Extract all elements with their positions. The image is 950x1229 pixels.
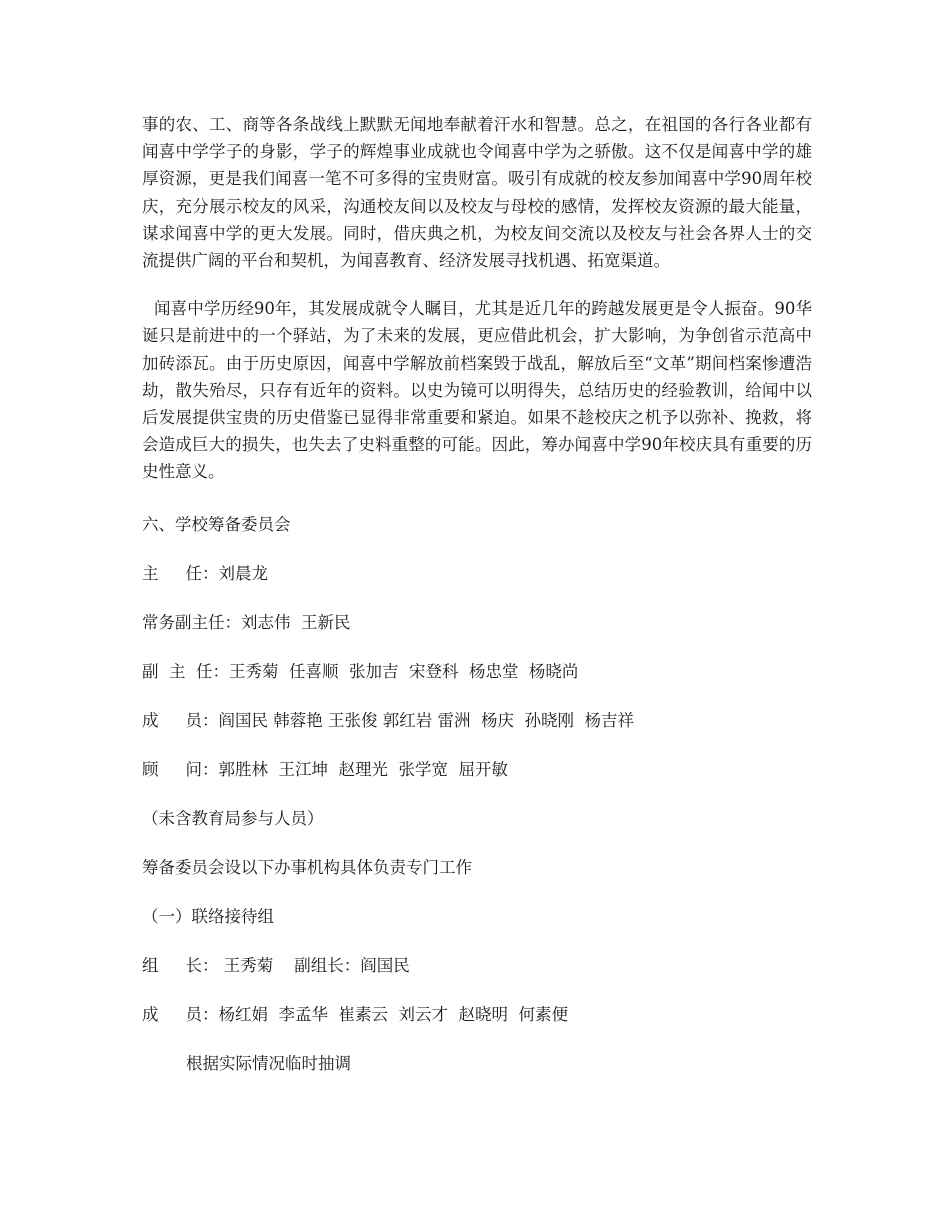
committee-executive-deputy: 常务副主任：刘志伟 王新民 [142,612,351,632]
document-body [142,111,812,1076]
group-liaison-members: 成 员：杨红娟 李孟华 崔素云 刘云才 赵晓明 何素便 [142,1004,568,1024]
committee-deputy: 副 主 任：王秀菊 任喜顺 张加吉 宋登科 杨忠堂 杨晓尚 [142,661,579,681]
committee-director: 主 任：刘晨龙 [142,563,268,583]
offices-intro: 筹备委员会设以下办事机构具体负责专门工作 [142,857,472,877]
paragraph-alumni-resources: 事的农、工、商等各条战线上默默无闻地奉献着汗水和智慧。总之，在祖国的各行各业都有闻喜中学学子的身影，学子的辉煌事业成就也令闻喜中学为之骄傲。这不仅是闻喜中学的雄厚资源，更是我们闻喜一笔不可多得的宝贵财富。吸引有成就的校友参加闻喜中学90周年校庆，充分展示校友的风采，沟通校友间以及校友与母校的感情，发挥校友资源的最大能量，谋求闻喜中学的更大发展。同时，借庆典之机，为校友间交流以及校友与社会各界人士的交流提供广阔的平台和契机，为闻喜教育、经济发展寻找机遇、拓宽渠道。 [142,115,812,271]
group-liaison-remark: 根据实际情况临时抽调 [186,1053,351,1073]
committee-note: （未含教育局参与人员） [142,808,324,828]
paragraph-historical-significance: 闻喜中学历经90年，其发展成就令人瞩目，尤其是近几年的跨越发展更是令人振奋。90华诞只是前进中的一个驿站，为了未来的发展，更应借此机会，扩大影响，为争创省示范高中加砖添瓦。由于历史原因，闻喜中学解放前档案毁于战乱，解放后至“文革”期间档案惨遭浩劫，散失殆尽，只存有近年的资料。以史为镜可以明得失，总结历史的经验教训，给闻中以后发展提供宝贵的历史借鉴已显得非常重要和紧迫。如果不趁校庆之机予以弥补、挽救，将会造成巨大的损失，也失去了史料重整的可能。因此，筹办闻喜中学90年校庆具有重要的历史性意义。 [142,299,812,482]
section-title: 六、学校筹备委员会 [142,514,291,534]
group-liaison-title: （一）联络接待组 [142,906,274,926]
committee-members: 成 员：阎国民 韩蓉艳 王张俊 郭红岩 雷洲 杨庆 孙晓刚 杨吉祥 [142,710,634,730]
group-liaison-leaders: 组 长： 王秀菊 副组长：阎国民 [142,955,410,975]
committee-advisors: 顾 问：郭胜林 王江坤 赵理光 张学宽 屈开敏 [142,759,508,779]
